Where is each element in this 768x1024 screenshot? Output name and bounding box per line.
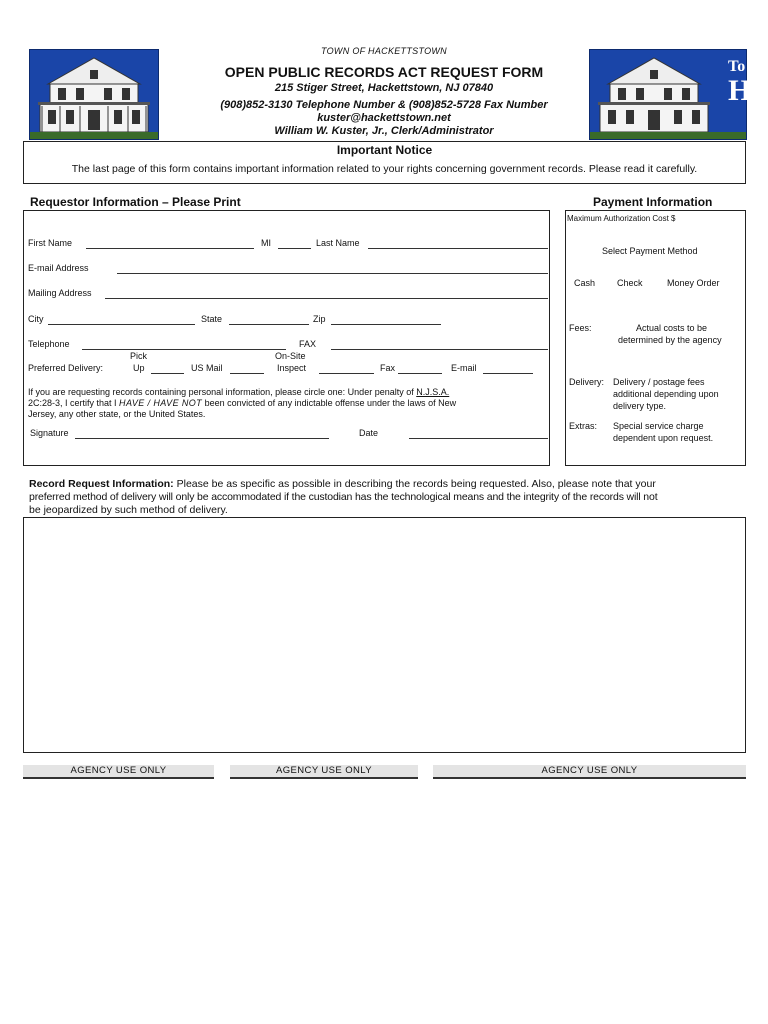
fax-delivery-label: Fax bbox=[380, 363, 396, 373]
mailing-address-field[interactable] bbox=[105, 298, 548, 299]
city-field[interactable] bbox=[48, 324, 195, 325]
zip-label: Zip bbox=[313, 314, 326, 324]
max-authorization-label: Maximum Authorization Cost $ bbox=[567, 214, 676, 223]
last-name-field[interactable] bbox=[368, 248, 548, 249]
agency-use-only-3: AGENCY USE ONLY bbox=[433, 765, 746, 779]
state-field[interactable] bbox=[229, 324, 309, 325]
pick-up-bottom-label: Up bbox=[133, 363, 145, 373]
form-title: OPEN PUBLIC RECORDS ACT REQUEST FORM bbox=[224, 64, 544, 80]
record-request-line-3: be jeopardized by such method of delivery. bbox=[29, 504, 228, 516]
cert-text-2: 2C:28-3, I certify that I bbox=[28, 398, 120, 408]
payment-heading: Payment Information bbox=[593, 195, 713, 209]
record-request-textarea[interactable] bbox=[23, 517, 746, 753]
payment-option-cash[interactable]: Cash bbox=[574, 278, 596, 288]
preferred-delivery-label: Preferred Delivery: bbox=[28, 363, 104, 373]
inspect-label: Inspect bbox=[277, 363, 307, 373]
date-label: Date bbox=[359, 428, 379, 438]
state-label: State bbox=[201, 314, 223, 324]
town-logo-left bbox=[29, 49, 159, 140]
payment-option-check[interactable]: Check bbox=[617, 278, 643, 288]
certification-line-3: Jersey, any other state, or the United States. bbox=[28, 409, 206, 419]
delivery-label: Delivery: bbox=[569, 377, 605, 387]
cert-text-3: been convicted of any indictable offense under the laws of New bbox=[202, 398, 457, 408]
delivery-text-2: additional depending upon bbox=[613, 389, 719, 399]
cert-text-1: If you are requesting records containing personal information, please circle one: Under penalty of bbox=[28, 387, 417, 397]
us-mail-label: US Mail bbox=[191, 363, 223, 373]
town-name: TOWN OF HACKETTSTOWN bbox=[320, 46, 447, 56]
fax-delivery-field[interactable] bbox=[398, 373, 442, 374]
pick-up-field[interactable] bbox=[151, 373, 184, 374]
delivery-text-3: delivery type. bbox=[613, 401, 667, 411]
fees-text-2: determined by the agency bbox=[618, 335, 722, 345]
header-phone-fax: (908)852-3130 Telephone Number & (908)852-5728 Fax Number bbox=[220, 99, 548, 111]
email-delivery-field[interactable] bbox=[483, 373, 533, 374]
have-have-not-choice[interactable]: HAVE / HAVE NOT bbox=[119, 398, 203, 408]
header-clerk: William W. Kuster, Jr., Clerk/Administrator bbox=[274, 125, 494, 137]
header-email: kuster@hackettstown.net bbox=[317, 112, 451, 124]
record-request-text-1: Please be as specific as possible in describing the records being requested. Also, please note that your bbox=[173, 478, 656, 490]
last-name-label: Last Name bbox=[316, 238, 360, 248]
email-address-label: E-mail Address bbox=[28, 263, 89, 273]
notice-text: The last page of this form contains important information related to your rights concerning government records. Please read it carefully. bbox=[71, 163, 698, 175]
certification-line-2 bbox=[28, 398, 456, 408]
us-mail-field[interactable] bbox=[230, 373, 264, 374]
extras-text-1: Special service charge bbox=[613, 421, 704, 431]
logo-letters-big: H bbox=[728, 74, 752, 107]
logo-letters-top: To bbox=[728, 58, 746, 75]
city-label: City bbox=[28, 314, 44, 324]
extras-text-2: dependent upon request. bbox=[613, 433, 714, 443]
first-name-label: First Name bbox=[28, 238, 73, 248]
mi-field[interactable] bbox=[278, 248, 311, 249]
delivery-text-1: Delivery / postage fees bbox=[613, 377, 705, 387]
signature-label: Signature bbox=[30, 428, 69, 438]
telephone-field[interactable] bbox=[82, 349, 286, 350]
email-delivery-label: E-mail bbox=[451, 363, 477, 373]
record-request-label: Record Request Information: bbox=[29, 478, 174, 490]
mailing-address-label: Mailing Address bbox=[28, 288, 92, 298]
town-logo-right bbox=[589, 49, 752, 140]
record-request-line-2: preferred method of delivery will only be accommodated if the custodian has the technological means and the integrity of the records will not bbox=[29, 491, 658, 503]
email-address-field[interactable] bbox=[117, 273, 548, 274]
fax-field[interactable] bbox=[331, 349, 548, 350]
signature-field[interactable] bbox=[75, 438, 329, 439]
zip-field[interactable] bbox=[331, 324, 441, 325]
fees-text-1: Actual costs to be bbox=[636, 323, 708, 333]
onsite-inspect-field[interactable] bbox=[319, 373, 374, 374]
fees-label: Fees: bbox=[569, 323, 592, 333]
first-name-field[interactable] bbox=[86, 248, 254, 249]
onsite-top-label: On-Site bbox=[275, 351, 306, 361]
header-address: 215 Stiger Street, Hackettstown, NJ 07840 bbox=[274, 82, 494, 94]
pick-up-top-label: Pick bbox=[130, 351, 148, 361]
fax-label: FAX bbox=[299, 339, 317, 349]
date-field[interactable] bbox=[409, 438, 548, 439]
telephone-label: Telephone bbox=[28, 339, 70, 349]
payment-option-money-order[interactable]: Money Order bbox=[667, 278, 720, 288]
notice-title: Important Notice bbox=[336, 143, 433, 157]
agency-use-only-1: AGENCY USE ONLY bbox=[23, 765, 214, 779]
agency-use-only-2: AGENCY USE ONLY bbox=[230, 765, 418, 779]
mi-label: MI bbox=[261, 238, 271, 248]
njsa-link: N.J.S.A. bbox=[416, 387, 450, 397]
requestor-heading: Requestor Information – Please Print bbox=[30, 195, 241, 209]
extras-label: Extras: bbox=[569, 421, 598, 431]
record-request-line-1 bbox=[29, 478, 656, 490]
certification-line-1 bbox=[28, 387, 449, 397]
select-payment-method-label: Select Payment Method bbox=[602, 246, 698, 256]
